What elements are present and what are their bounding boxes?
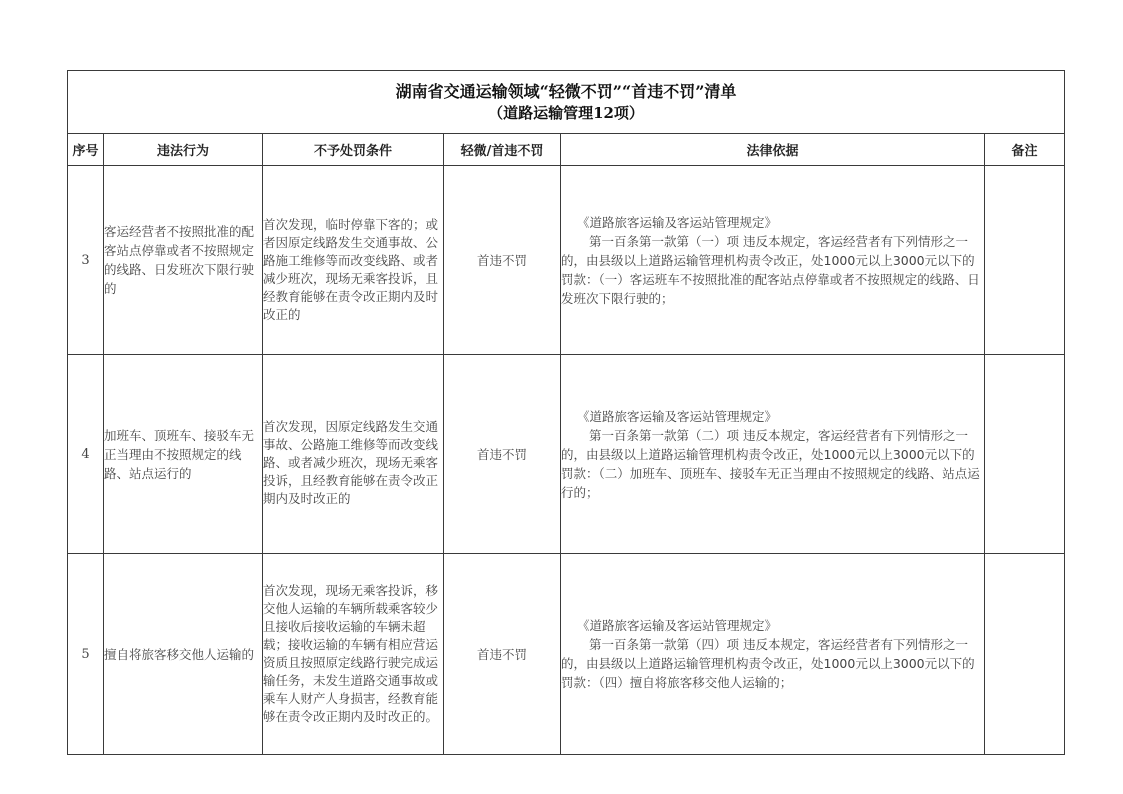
row-legal-basis xyxy=(561,166,985,355)
header-cond: 不予处罚条件 xyxy=(263,134,444,166)
row-num: 3 xyxy=(68,166,104,355)
header-act: 违法行为 xyxy=(104,134,263,166)
row-note xyxy=(985,554,1065,755)
header-type: 轻微/首违不罚 xyxy=(444,134,561,166)
row-violation: 擅自将旅客移交他人运输的 xyxy=(104,554,263,755)
header-law: 法律依据 xyxy=(561,134,985,166)
row-legal-basis xyxy=(561,554,985,755)
table-header-row xyxy=(68,134,1065,166)
row-condition: 首次发现，因原定线路发生交通事故、公路施工维修等而改变线路、或者减少班次，现场无乘客投诉，且经教育能够在责令改正期内及时改正的 xyxy=(263,355,444,554)
table-row xyxy=(68,554,1065,755)
row-violation: 加班车、顶班车、接驳车无正当理由不按照规定的线路、站点运行的 xyxy=(104,355,263,554)
row-exemption-type: 首违不罚 xyxy=(444,554,561,755)
row-legal-basis xyxy=(561,355,985,554)
row-condition: 首次发现，现场无乘客投诉，移交他人运输的车辆所载乘客较少且接收后接收运输的车辆未超载；接收运输的车辆有相应营运资质且按照原定线路行驶完成运输任务，未发生道路交通事故或乘车人财产人身损害，经教育能够在责令改正期内及时改正的。 xyxy=(263,554,444,755)
table-title-cell xyxy=(68,71,1065,134)
document-title: 湖南省交通运输领域“轻微不罚”“首违不罚”清单 xyxy=(395,82,737,101)
law-title: 《道路旅客运输及客运站管理规定》 xyxy=(577,408,778,424)
row-num: 4 xyxy=(68,355,104,554)
penalty-exemption-table xyxy=(67,70,1065,755)
row-note xyxy=(985,166,1065,355)
law-body: 第一百条第一款第（一）项 违反本规定，客运经营者有下列情形之一的，由县级以上道路运输管理机构责令改正，处1000元以上3000元以下的罚款：（一）客运班车不按照批准的配客站点停靠或者不按照规定的线路、日发班次下限行驶的； xyxy=(561,233,980,306)
table-row xyxy=(68,166,1065,355)
header-num: 序号 xyxy=(68,134,104,166)
row-exemption-type: 首违不罚 xyxy=(444,355,561,554)
law-body: 第一百条第一款第（四）项 违反本规定，客运经营者有下列情形之一的，由县级以上道路运输管理机构责令改正，处1000元以上3000元以下的罚款：（四）擅自将旅客移交他人运输的； xyxy=(561,637,975,690)
law-title: 《道路旅客运输及客运站管理规定》 xyxy=(577,214,778,230)
table-row xyxy=(68,355,1065,554)
row-exemption-type: 首违不罚 xyxy=(444,166,561,355)
row-note xyxy=(985,355,1065,554)
document-subtitle: （道路运输管理12项） xyxy=(488,104,644,122)
row-num: 5 xyxy=(68,554,104,755)
law-title: 《道路旅客运输及客运站管理规定》 xyxy=(577,618,778,633)
row-condition: 首次发现，临时停靠下客的；或者因原定线路发生交通事故、公路施工维修等而改变线路、或者减少班次，现场无乘客投诉，且经教育能够在责令改正期内及时改正的 xyxy=(263,166,444,355)
law-body: 第一百条第一款第（二）项 违反本规定，客运经营者有下列情形之一的，由县级以上道路运输管理机构责令改正，处1000元以上3000元以下的罚款：（二）加班车、顶班车、接驳车无正当理由不按照规定的线路、站点运行的； xyxy=(561,427,980,500)
row-violation: 客运经营者不按照批准的配客站点停靠或者不按照规定的线路、日发班次下限行驶的 xyxy=(104,166,263,355)
header-note: 备注 xyxy=(985,134,1065,166)
